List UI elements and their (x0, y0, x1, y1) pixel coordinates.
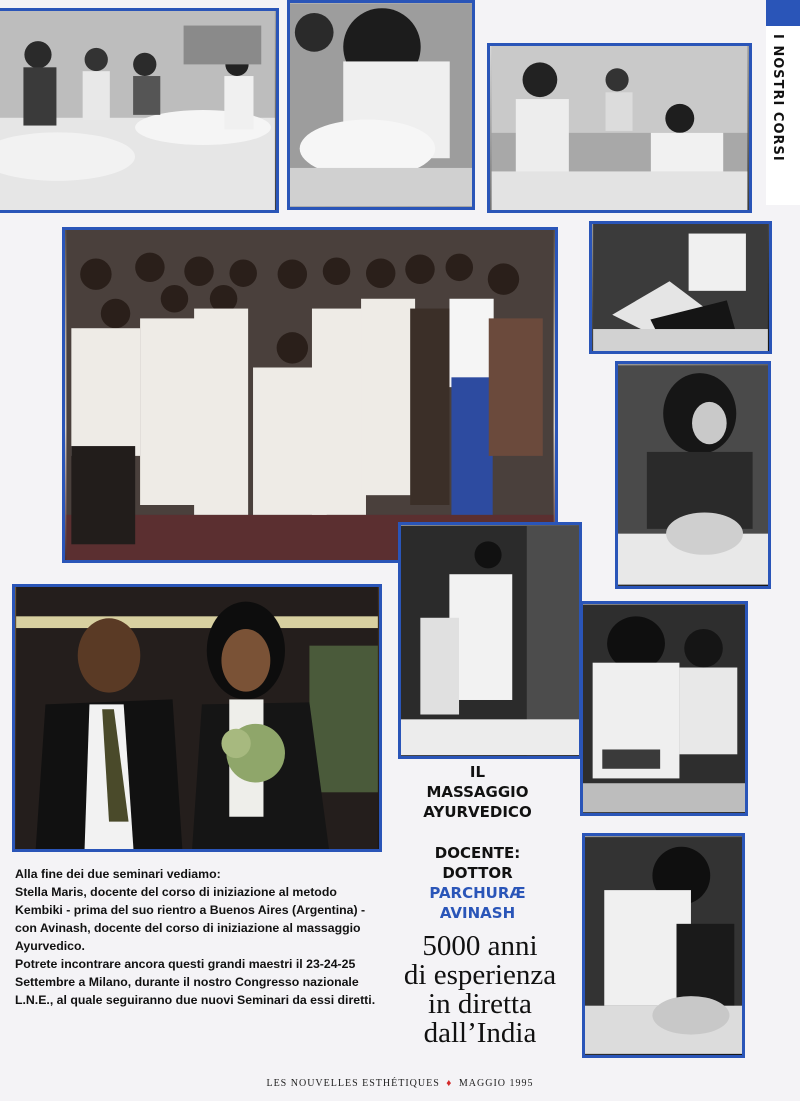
massage-closeup-photo (287, 0, 475, 210)
floor-massage-illustration (585, 836, 742, 1055)
page-footer (0, 1078, 800, 1089)
massage-closeup-illustration (290, 3, 472, 207)
section-tab-marker (766, 0, 800, 26)
headline-line: MASSAGGIO (426, 783, 529, 801)
title-line: 5000 anni (422, 930, 538, 962)
magazine-name: LES NOUVELLES ESTHÉTIQUES (266, 1078, 440, 1089)
floor-massage-photo (582, 833, 745, 1058)
title-line: di esperienza (403, 959, 557, 991)
neck-massage-illustration (618, 364, 768, 586)
docente-label: DOCENTE: (434, 844, 521, 862)
headline-line: AYURVEDICO (423, 803, 532, 821)
teacher-name-first: PARCHURÆ (429, 884, 526, 902)
teacher-name-last: AVINASH (439, 904, 516, 922)
neck-massage-photo (615, 361, 771, 589)
title-line: dall’India (423, 1017, 537, 1049)
portrait-illustration (15, 587, 379, 849)
issue-date: MAGGIO 1995 (458, 1078, 534, 1089)
section-tab-label: I NOSTRI CORSI (770, 34, 785, 162)
standing-stretch-photo (398, 522, 582, 759)
caption-intro: Alla fine dei due seminari vediamo: (15, 867, 221, 881)
headline-docente (390, 843, 565, 923)
article-title (390, 932, 570, 1048)
section-tab (766, 0, 800, 205)
diamond-icon: ♦ (446, 1078, 453, 1089)
stretch-photo (589, 221, 772, 354)
massage-demo-illustration (490, 46, 749, 210)
arm-massage-photo (580, 601, 748, 816)
group-illustration (65, 230, 555, 560)
stretch-illustration (592, 224, 769, 351)
caption-body: Stella Maris, docente del corso di iniziazione al metodo Kembiki - prima del suo rientro a Buenos Aires (Argentina) - con Avinash, docente del corso di iniziazione al massaggio Ayurvedico. (15, 885, 366, 953)
group-photo (62, 227, 558, 563)
arm-massage-illustration (583, 604, 745, 813)
massage-demo-photo (487, 43, 752, 213)
portrait-photo (12, 584, 382, 852)
photo-caption (15, 865, 385, 1009)
caption-more: Potrete incontrare ancora questi grandi maestri il 23-24-25 Settembre a Milano, durante il nostro Congresso nazionale L.N.E., al quale seguiranno due nuovi Seminari da essi diretti. (15, 957, 376, 1007)
headline-line: IL (469, 763, 486, 781)
title-line: in diretta (428, 988, 532, 1020)
massage-class-illustration (0, 11, 276, 210)
massage-class-photo (0, 8, 279, 213)
headline-massaggio (390, 762, 565, 822)
standing-stretch-illustration (401, 525, 579, 756)
dottor-label: DOTTOR (442, 864, 513, 882)
